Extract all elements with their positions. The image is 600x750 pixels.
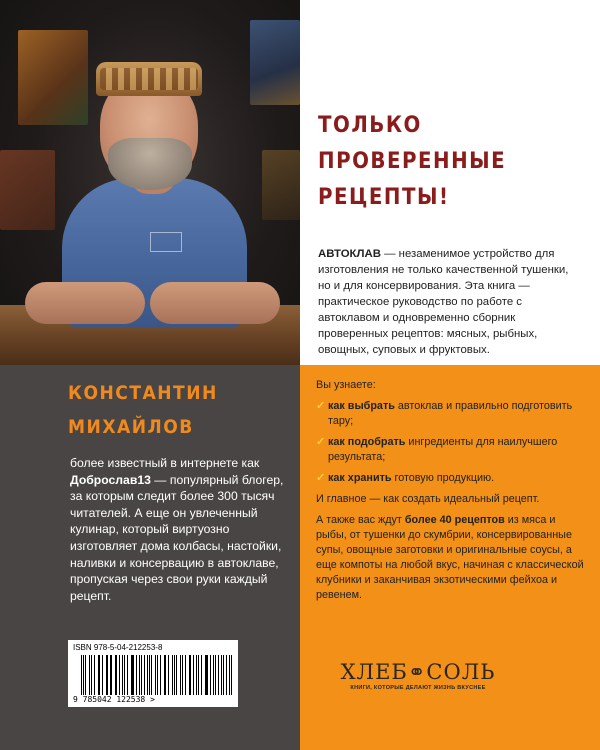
barcode-bar — [215, 655, 216, 695]
barcode-bar — [107, 655, 108, 695]
learn-item — [316, 399, 586, 429]
barcode-bar — [160, 655, 161, 695]
barcode-bar — [151, 655, 152, 695]
barcode-bar — [210, 655, 211, 695]
barcode-bar — [189, 655, 190, 695]
background-painting — [250, 20, 300, 105]
author-last-name: МИХАЙЛОВ — [68, 416, 194, 438]
barcode-bar — [176, 655, 177, 695]
barcode-bar — [182, 655, 183, 695]
checkmark-icon: ✓ — [316, 400, 326, 412]
barcode-bar — [164, 655, 165, 695]
recipes-text: из мяса и рыбы, от тушенки до скумбрии, консервированные супы, овощные заготовки и оригинальные соусы, а еще компоты на любой вкус, начиная с классической клубники и заканчивая экзотическими фейхоа и ревенем. — [316, 514, 584, 601]
barcode-bar — [122, 655, 123, 695]
author-photo — [0, 0, 300, 365]
barcode-bar — [132, 655, 134, 695]
barcode-bar — [106, 655, 107, 695]
learn-item — [316, 435, 586, 465]
barcode-bar — [193, 655, 194, 695]
barcode-bar — [157, 655, 159, 695]
right-arm — [150, 282, 280, 324]
barcode-bar — [168, 655, 169, 695]
recipes-count: более 40 рецептов — [404, 514, 505, 526]
publisher-tagline: КНИГИ, КОТОРЫЕ ДЕЛАЮТ ЖИЗНЬ ВКУСНЕЕ — [350, 685, 486, 691]
cap-ornament — [100, 68, 198, 90]
checkmark-icon: ✓ — [316, 436, 326, 448]
barcode-bar — [127, 655, 128, 695]
barcode-digits: 9 785042 122538 > — [73, 695, 155, 704]
barcode-bar — [218, 655, 219, 695]
bio-part2: — популярный блогер, за которым следит более 300 тысяч читателей. А еще он увлеченный кулинар, который виртуозно изготовляет дома колбасы, настойки, наливки и консервацию в автоклаве, пропуская через свои руки каждый рецепт. — [70, 472, 284, 603]
barcode-bar — [119, 655, 120, 695]
barcode-bar — [223, 655, 224, 695]
intro-text: — незаменимое устройство для изготовления не только качественной тушенки, но и для консервирования. Эта книга — практическое руководство по работе с автоклавом и одновременно сборник проверенных рецептов: мясных, рыбных, овощных, суповых и фруктовых. — [318, 248, 569, 356]
background-painting — [0, 150, 55, 230]
barcode-bar — [231, 655, 232, 695]
isbn-number: ISBN 978-5-04-212253-8 — [73, 643, 163, 652]
barcode-bar — [155, 655, 156, 695]
learn-item — [316, 471, 586, 486]
intro-paragraph — [318, 246, 580, 358]
main-point: И главное — как создать идеальный рецепт. — [316, 493, 540, 505]
bio-part1: более известный в интернете как — [70, 456, 260, 470]
barcode-bar — [165, 655, 166, 695]
headline-line: ТОЛЬКО — [318, 113, 422, 138]
barcode-bar — [99, 655, 100, 695]
learn-content — [316, 378, 586, 609]
intro-lead: АВТОКЛАВ — [318, 248, 381, 260]
barcode-bar — [102, 655, 103, 695]
recipes-paragraph — [316, 513, 586, 603]
barcode-bar — [136, 655, 137, 695]
beard — [108, 138, 192, 190]
barcode-bar — [144, 655, 145, 695]
barcode-bar — [115, 655, 116, 695]
barcode-bar — [229, 655, 230, 695]
barcode-bar — [124, 655, 125, 695]
barcode-bar — [139, 655, 140, 695]
recipes-prefix: А также вас ждут — [316, 514, 405, 526]
author-first-name: КОНСТАНТИН — [68, 382, 218, 404]
checkmark-icon: ✓ — [316, 472, 326, 484]
learn-item-bold: как хранить — [328, 472, 392, 484]
headline-line: РЕЦЕПТЫ! — [318, 185, 450, 210]
barcode-bar — [89, 655, 90, 695]
headline-line: ПРОВЕРЕННЫЕ — [318, 149, 507, 174]
barcode-bar — [94, 655, 95, 695]
barcode-bar — [98, 655, 99, 695]
learn-item-text: готовую продукцию. — [391, 472, 495, 484]
barcode-bar — [226, 655, 227, 695]
barcode-bar — [81, 655, 82, 695]
background-painting — [18, 30, 88, 125]
barcode-bar — [201, 655, 202, 695]
barcode-bar — [206, 655, 208, 695]
barcode-bar — [83, 655, 84, 695]
shirt-print — [150, 232, 182, 252]
barcode-bars — [81, 655, 233, 695]
learn-item-text: автоклав и правильно подготовить тару; — [328, 400, 573, 427]
barcode-bar — [174, 655, 175, 695]
publisher-logo — [338, 660, 498, 691]
barcode-bar — [213, 655, 214, 695]
left-arm — [25, 282, 145, 324]
bio-nickname: Доброслав13 — [70, 472, 151, 487]
background-painting — [262, 150, 300, 220]
barcode-bar — [185, 655, 186, 695]
barcode-bar — [172, 655, 173, 695]
barcode — [68, 640, 238, 707]
learn-item-text: ингредиенты для наилучшего результата; — [328, 436, 558, 463]
author-name — [68, 376, 298, 444]
barcode-bar — [147, 655, 148, 695]
publisher-name: ХЛЕБ⚭СОЛЬ — [340, 660, 496, 684]
barcode-bar — [110, 655, 112, 695]
author-bio — [70, 455, 292, 604]
learn-heading: Вы узнаете: — [316, 379, 376, 391]
barcode-bar — [198, 655, 199, 695]
barcode-bar — [180, 655, 182, 695]
barcode-bar — [149, 655, 150, 695]
learn-item-bold: как выбрать — [328, 400, 395, 412]
headline — [318, 108, 588, 216]
barcode-bar — [141, 655, 142, 695]
barcode-bar — [116, 655, 117, 695]
barcode-bar — [190, 655, 191, 695]
barcode-bar — [131, 655, 132, 695]
barcode-bar — [85, 655, 86, 695]
barcode-bar — [221, 655, 222, 695]
barcode-bar — [91, 655, 93, 695]
learn-item-bold: как подобрать — [328, 436, 406, 448]
barcode-bar — [205, 655, 206, 695]
barcode-bar — [196, 655, 197, 695]
